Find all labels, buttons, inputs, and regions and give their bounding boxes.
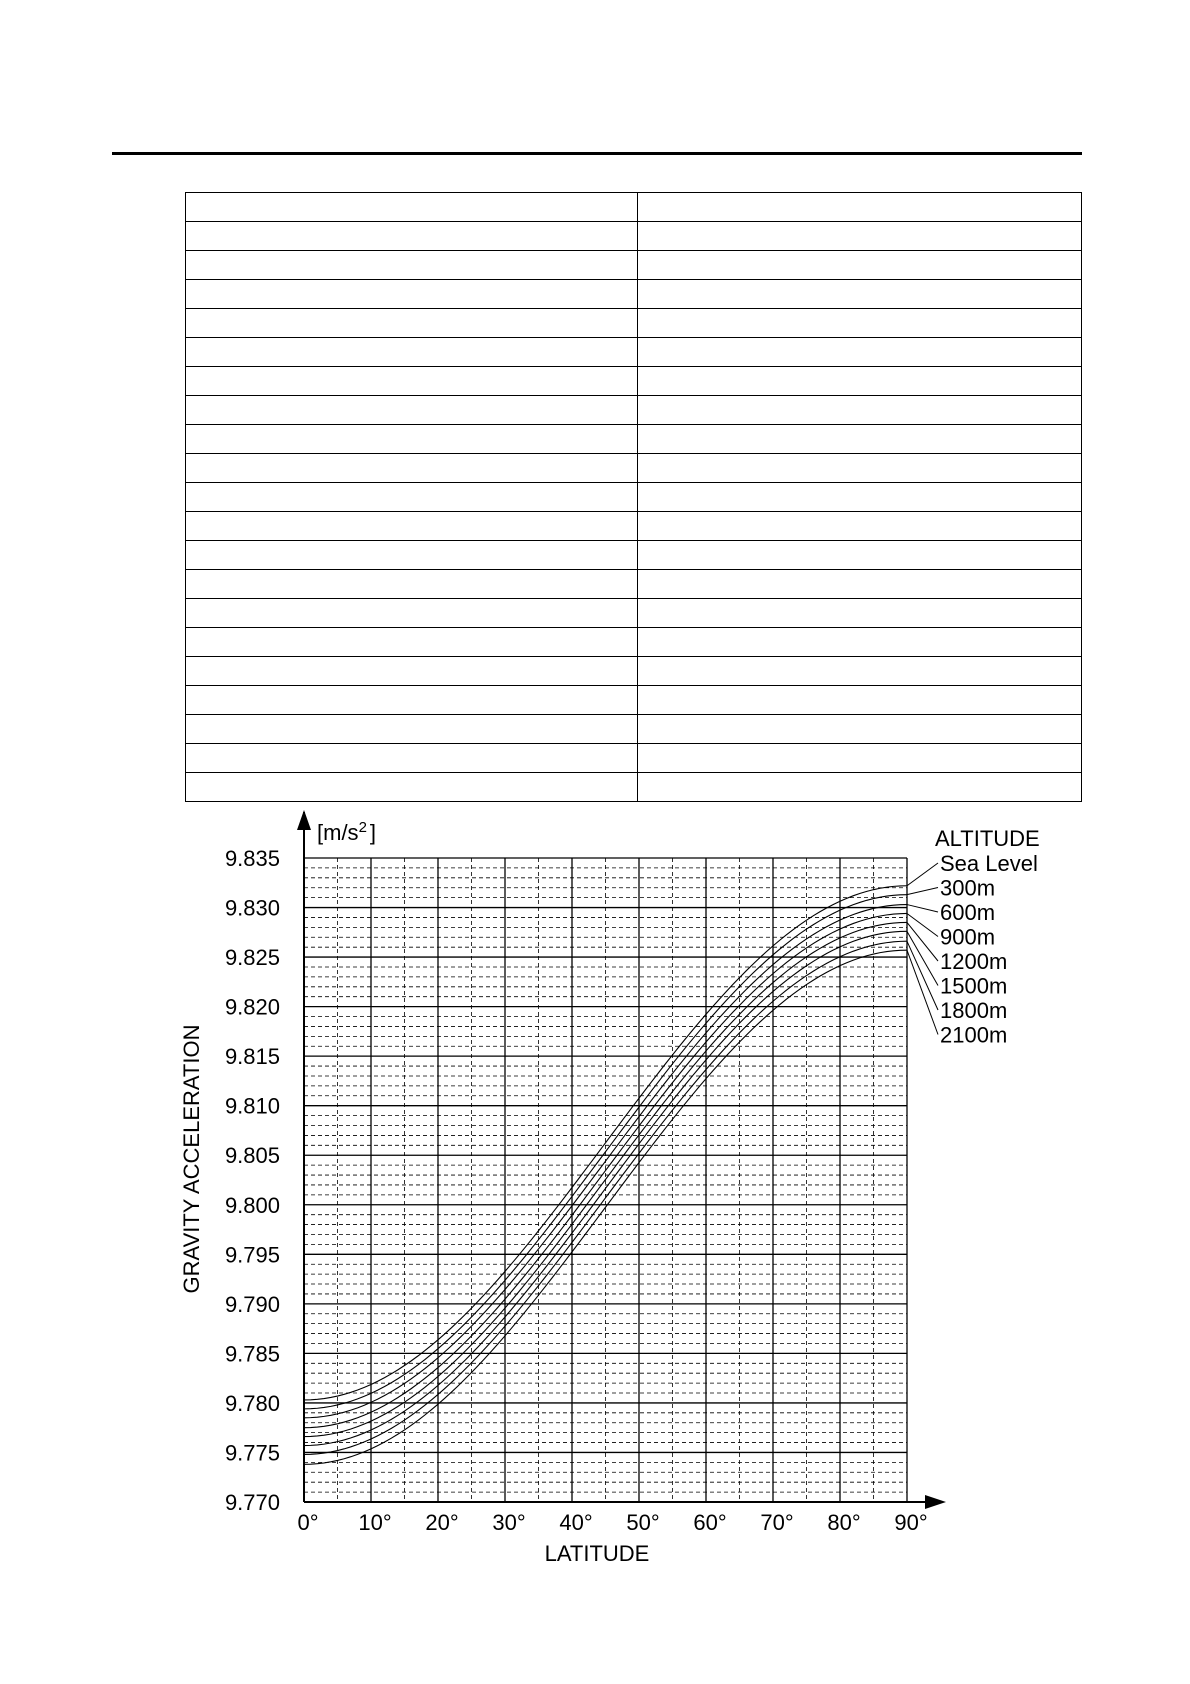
y-tick-labels [225, 846, 280, 1515]
y-axis-title: GRAVITY ACCELERATION [179, 1024, 204, 1294]
legend-leader [907, 863, 938, 886]
y-axis-arrow [297, 810, 311, 830]
series-line [304, 905, 907, 1418]
y-tick-label: 9.805 [224, 1143, 280, 1169]
x-tick-label: 90° [894, 1510, 928, 1535]
x-tick-label: 20° [425, 1510, 459, 1535]
x-tick-label: 0° [297, 1510, 319, 1535]
y-tick-label: 9.830 [224, 895, 280, 921]
x-tick-labels [297, 1510, 927, 1535]
legend-labels [940, 851, 1038, 1048]
y-tick-label: 9.800 [224, 1192, 280, 1218]
y-tick-label: 9.815 [224, 1044, 280, 1070]
x-tick-label: 10° [358, 1510, 392, 1535]
unit-label: [$m/s^2$ ] [317, 819, 377, 845]
x-tick-label: 50° [626, 1510, 660, 1535]
legend-title: ALTITUDE [935, 826, 1040, 851]
legend-label: 600m [940, 900, 996, 925]
y-tick-label: 9.835 [224, 846, 280, 871]
legend-label: 2100m [940, 1022, 1008, 1048]
y-tick-label: 9.790 [224, 1291, 280, 1317]
y-tick-label: 9.770 [224, 1490, 280, 1515]
legend-leaders [907, 863, 938, 1035]
y-tick-label: 9.785 [224, 1341, 280, 1367]
y-tick-label: 9.825 [224, 945, 280, 971]
axes [297, 810, 946, 1509]
legend-label: 900m [940, 924, 996, 950]
x-tick-label: 60° [693, 1510, 727, 1535]
x-tick-label: 80° [827, 1510, 861, 1535]
legend-leader [907, 905, 938, 912]
legend-leader [907, 888, 938, 895]
y-tick-label: 9.820 [224, 994, 280, 1020]
x-tick-label: 40° [559, 1510, 593, 1535]
legend-leader [907, 922, 938, 961]
legend-leader [907, 950, 938, 1034]
legend-label: 300m [940, 875, 996, 901]
legend-leader [907, 931, 938, 985]
y-tick-label: 9.810 [224, 1093, 280, 1119]
y-tick-label: 9.780 [224, 1390, 280, 1416]
x-axis-arrow [925, 1495, 946, 1509]
x-tick-label: 70° [760, 1510, 794, 1535]
legend-label: 1200m [940, 949, 1008, 974]
legend-leader [907, 941, 938, 1010]
legend-label: 1800m [940, 998, 1008, 1023]
legend-label: Sea Level [940, 851, 1038, 876]
legend-leader [907, 913, 938, 936]
y-tick-label: 9.775 [224, 1440, 280, 1466]
y-tick-label: 9.795 [224, 1242, 280, 1268]
x-tick-label: 30° [492, 1510, 526, 1535]
x-axis-title: LATITUDE [544, 1541, 650, 1566]
legend-label: 1500m [940, 973, 1008, 999]
